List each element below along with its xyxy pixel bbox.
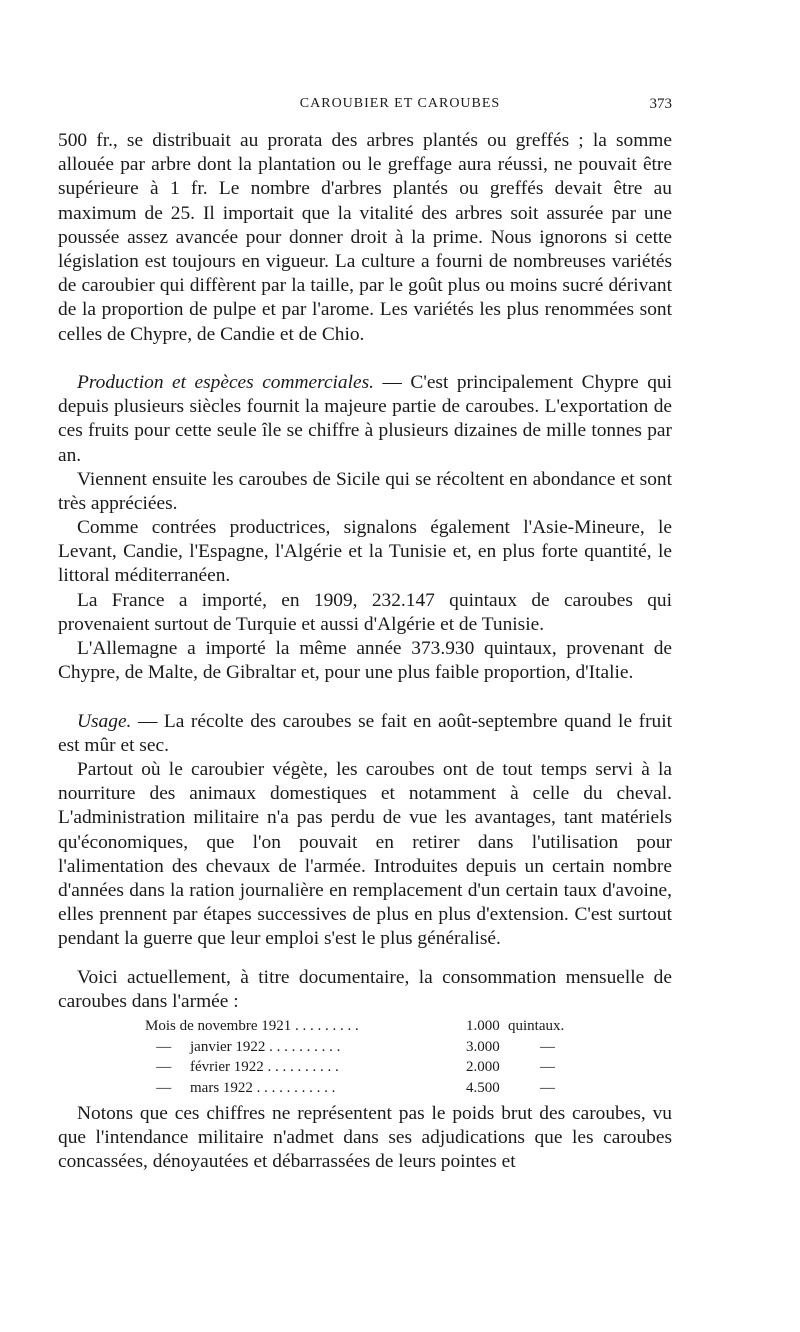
row-unit: — xyxy=(540,1079,555,1096)
table-row xyxy=(0,1016,800,1037)
row-label: — mars 1922 . . . . . . . . . . . xyxy=(145,1079,336,1096)
section-heading-usage: Usage. xyxy=(77,711,132,732)
row-value: 2.000 xyxy=(466,1059,500,1075)
row-value: 3.000 xyxy=(466,1038,500,1055)
paragraph-production xyxy=(58,371,672,468)
table-row xyxy=(0,1078,800,1099)
running-header xyxy=(0,94,800,118)
paragraph-consommation-intro: Voici actuellement, à titre documentaire, la consommation mensuelle de caroubes dans l'armée : xyxy=(58,967,672,1013)
row-value: 1.000 xyxy=(466,1018,500,1034)
section-heading-production: Production et espèces commerciales. xyxy=(77,372,375,393)
paragraph-france: La France a importé, en 1909, 232.147 quintaux de caroubes qui provenaient surtout de Turquie et aussi d'Algérie et de Tunisie. xyxy=(58,590,672,636)
row-label: — janvier 1922 . . . . . . . . . . xyxy=(145,1038,341,1055)
paragraph-usage xyxy=(58,710,672,758)
row-unit: quintaux. xyxy=(508,1018,565,1034)
table-row xyxy=(0,1037,800,1058)
table-row xyxy=(0,1057,800,1078)
paragraph-sicile: Viennent ensuite les caroubes de Sicile qui se récoltent en abondance et sont très appréciées. xyxy=(58,469,672,515)
row-unit: — xyxy=(540,1059,555,1075)
page-number: 373 xyxy=(649,96,672,112)
paragraph-notons: Notons que ces chiffres ne représentent pas le poids brut des caroubes, vu que l'intendance militaire n'admet dans ses adjudications que les caroubes concassées, dénoyautées et débarrassées de leurs pointes et xyxy=(58,1103,672,1173)
row-label: — février 1922 . . . . . . . . . . xyxy=(145,1059,339,1075)
paragraph-usage-text: — La récolte des caroubes se fait en août-septembre quand le fruit est mûr et sec. xyxy=(58,711,672,757)
row-label: Mois de novembre 1921 . . . . . . . . . xyxy=(145,1018,359,1034)
running-title: CAROUBIER ET CAROUBES xyxy=(299,96,501,111)
paragraph-production-text: — C'est principalement Chypre qui depuis plusieurs siècles fournit la majeure partie de caroubes. L'exportation de ces fruits pour cette seule île se chiffre à plusieurs dizaines de mille tonnes par an. xyxy=(58,372,672,466)
paragraph-armee: Partout où le caroubier végète, les caroubes ont de tout temps servi à la nourriture des animaux domestiques et notamment à celle du cheval. L'administration militaire n'a pas perdu de vue les avantages, tant matériels qu'économiques, que l'on pouvait en retirer dans l'utilisation pour l'alimentation des chevaux de l'armée. Introduites depuis un certain nombre d'années dans la ration journalière en remplacement d'un certain taux d'avoine, elles prennent par étapes successives de plus en plus d'extension. C'est surtout pendant la guerre que leur emploi s'est le plus généralisé. xyxy=(58,759,672,950)
paragraph-contrees: Comme contrées productrices, signalons également l'Asie-Mineure, le Levant, Candie, l'Espagne, l'Algérie et la Tunisie et, en plus forte quantité, le littoral méditerranéen. xyxy=(58,517,672,587)
row-unit: — xyxy=(540,1038,555,1055)
paragraph-prime-and-varieties: 500 fr., se distribuait au prorata des arbres plantés ou greffés ; la somme allouée par arbre dont la plantation ou le greffage aura réussi, ne pouvait être supérieure à 1 fr. Le nombre d'arbres plantés ou greffés devait être au maximum de 25. Il importait que la vitalité des arbres soit assurée par une poussée assez avancée pour donner droit à la prime. Nous ignorons si cette législation est toujours en vigueur. La culture a fourni de nombreuses variétés de caroubier qui diffèrent par la taille, par le goût plus ou moins sucré dérivant de la proportion de pulpe et par l'arome. Les variétés les plus renommées sont celles de Chypre, de Candie et de Chio. xyxy=(58,130,672,345)
consumption-table xyxy=(0,1016,800,1098)
paragraph-allemagne: L'Allemagne a importé la même année 373.930 quintaux, provenant de Chypre, de Malte, de Gibraltar et, pour une plus faible proportion, d'Italie. xyxy=(58,638,672,684)
row-value: 4.500 xyxy=(466,1079,500,1096)
